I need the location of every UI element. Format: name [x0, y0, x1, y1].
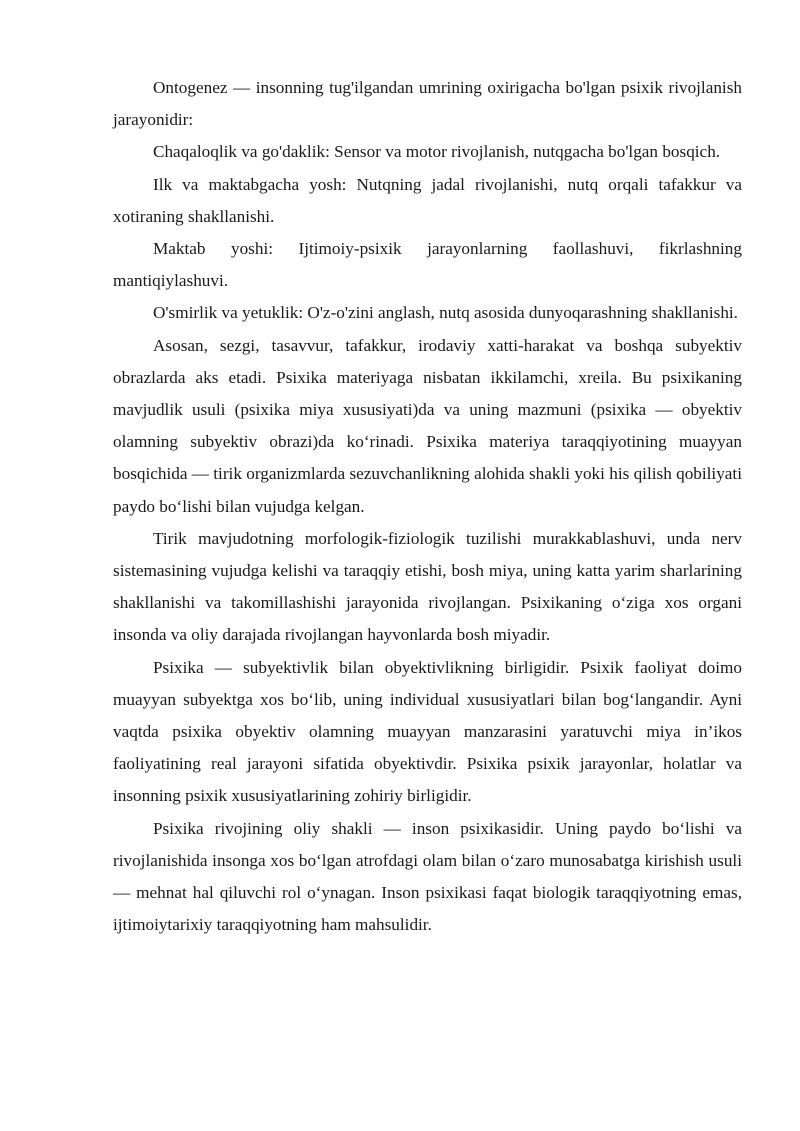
paragraph-ontogenez: Ontogenez — insonning tug'ilgandan umrining oxirigacha bo'lgan psixik rivojlanish jarayonidir: — [113, 78, 742, 130]
paragraph-preschool: Ilk va maktabgacha yosh: Nutqning jadal rivojlanishi, nutq orqali tafakkur va xotiraning shakllanishi. — [113, 174, 742, 226]
document-page — [113, 72, 742, 941]
paragraph-psyche-forms: Asosan, sezgi, tasavvur, tafakkur, irodaviy xatti-harakat va boshqa subyektiv obrazlarda aks etadi. Psixika materiyaga nisbatan ikkilamchi, xreila. Bu psixikaning mavjudlik usuli (psixika miya xususiyati)da va uning mazmuni (psixika — obyektiv olamning subyektiv obrazi)da ko‘rinadi. Psixika materiya taraqqiyotining muayyan bosqichida — tirik organizmlarda sezuvchanlikning alohida shakli yoki his qilish qobiliyati paydo bo‘lishi bilan vujudga kelgan. — [113, 335, 742, 516]
paragraph-school-age: Maktab yoshi: Ijtimoiy-psixik jarayonlarning faollashuvi, fikrlashning mantiqiylashuvi. — [113, 239, 742, 291]
paragraph-human-psyche: Psixika rivojining oliy shakli — inson psixikasidir. Uning paydo bo‘lishi va rivojlanishida insonga xos bo‘lgan atrofdagi olam bilan o‘zaro munosabatga kirishish usuli — mehnat hal qiluvchi rol o‘ynagan. Inson psixikasi faqat biologik taraqqiyotning emas, ijtimoiytarixiy taraqqiyotning ham mahsulidir. — [113, 818, 742, 935]
paragraph-nervous-system: Tirik mavjudotning morfologik-fiziologik tuzilishi murakkablashuvi, unda nerv sistemasining vujudga kelishi va taraqqiy etishi, bosh miya, uning katta yarim sharlarining shakllanishi va takomillashishi jarayonida rivojlangan. Psixikaning o‘ziga xos organi insonda va oliy darajada rivojlangan hayvonlarda bosh miyadir. — [113, 528, 742, 645]
paragraph-subjectivity: Psixika — subyektivlik bilan obyektivlikning birligidir. Psixik faoliyat doimo muayyan subyektga xos bo‘lib, uning individual xususiyatlari bilan bog‘langandir. Ayni vaqtda psixika obyektiv olamning muayyan manzarasini yaratuvchi miya in’ikos faoliyatining real jarayoni sifatida obyektivdir. Psixika psixik jarayonlar, holatlar va insonning psixik xususiyatlarining zohiriy birligidir. — [113, 657, 742, 806]
paragraph-infancy: Chaqaloqlik va go'daklik: Sensor va motor rivojlanish, nutqgacha bo'lgan bosqich. — [153, 142, 721, 162]
paragraph-adolescence: O'smirlik va yetuklik: O'z-o'zini anglash, nutq asosida dunyoqarashning shakllanishi. — [153, 303, 738, 323]
